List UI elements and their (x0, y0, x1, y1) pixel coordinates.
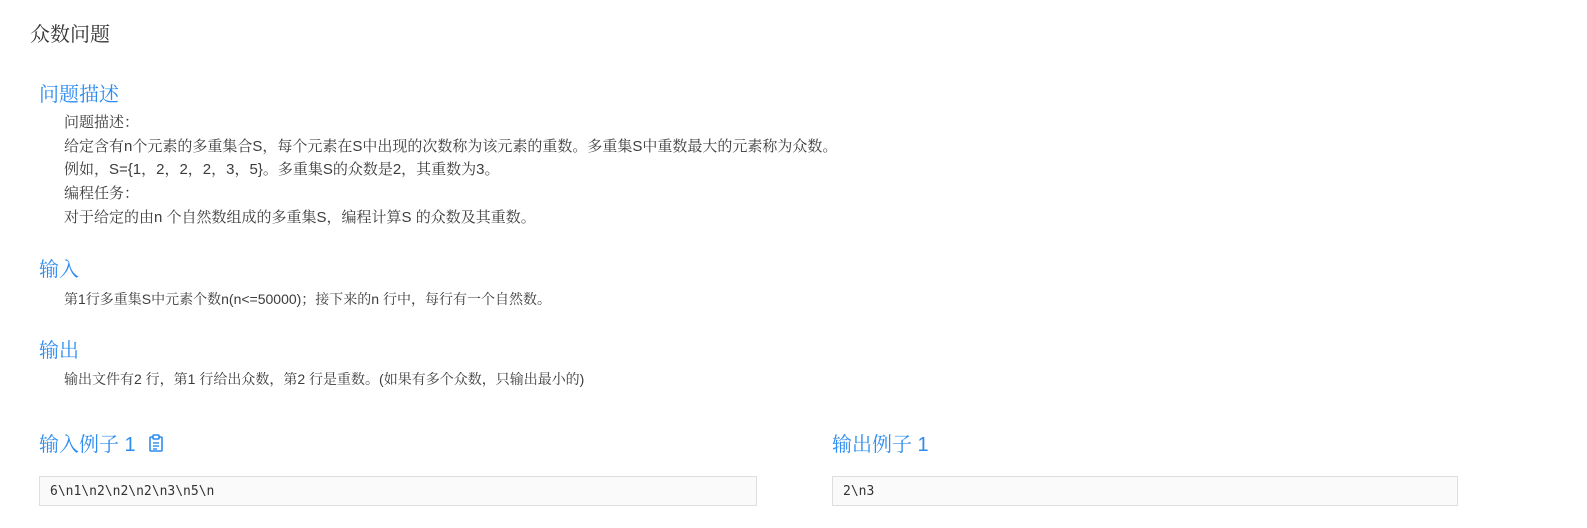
output-description: 输出文件有2 行，第1 行给出众数，第2 行是重数。(如果有多个众数，只输出最小的) (64, 371, 585, 387)
description-line: 例如，S={1，2，2，2，3，5}。多重集S的众数是2，其重数为3。 (64, 161, 500, 179)
clipboard-icon[interactable] (148, 434, 164, 452)
description-body (64, 111, 837, 230)
description-line: 问题描述： (64, 114, 140, 131)
sample-output-heading: 输出例子 1 (832, 434, 929, 456)
input-heading: 输入 (39, 259, 79, 281)
sample-output-box[interactable]: 2\n3 (832, 476, 1458, 506)
description-heading: 问题描述 (39, 84, 119, 106)
output-heading: 输出 (39, 340, 79, 362)
description-line: 给定含有n个元素的多重集合S，每个元素在S中出现的次数称为该元素的重数。多重集S中重数最大的元素称为众数。 (64, 137, 838, 155)
input-description: 第1行多重集S中元素个数n(n<=50000)；接下来的n 行中，每行有一个自然数。 (64, 291, 551, 307)
description-line: 对于给定的由n 个自然数组成的多重集S，编程计算S 的众数及其重数。 (64, 208, 536, 226)
page-title: 众数问题 (30, 24, 110, 46)
sample-output-header (832, 428, 929, 457)
sample-input-heading: 输入例子 1 (39, 434, 136, 456)
description-line: 编程任务： (64, 185, 140, 203)
sample-input-box[interactable]: 6\n1\n2\n2\n2\n3\n5\n (39, 476, 757, 506)
sample-input-header (39, 428, 164, 457)
